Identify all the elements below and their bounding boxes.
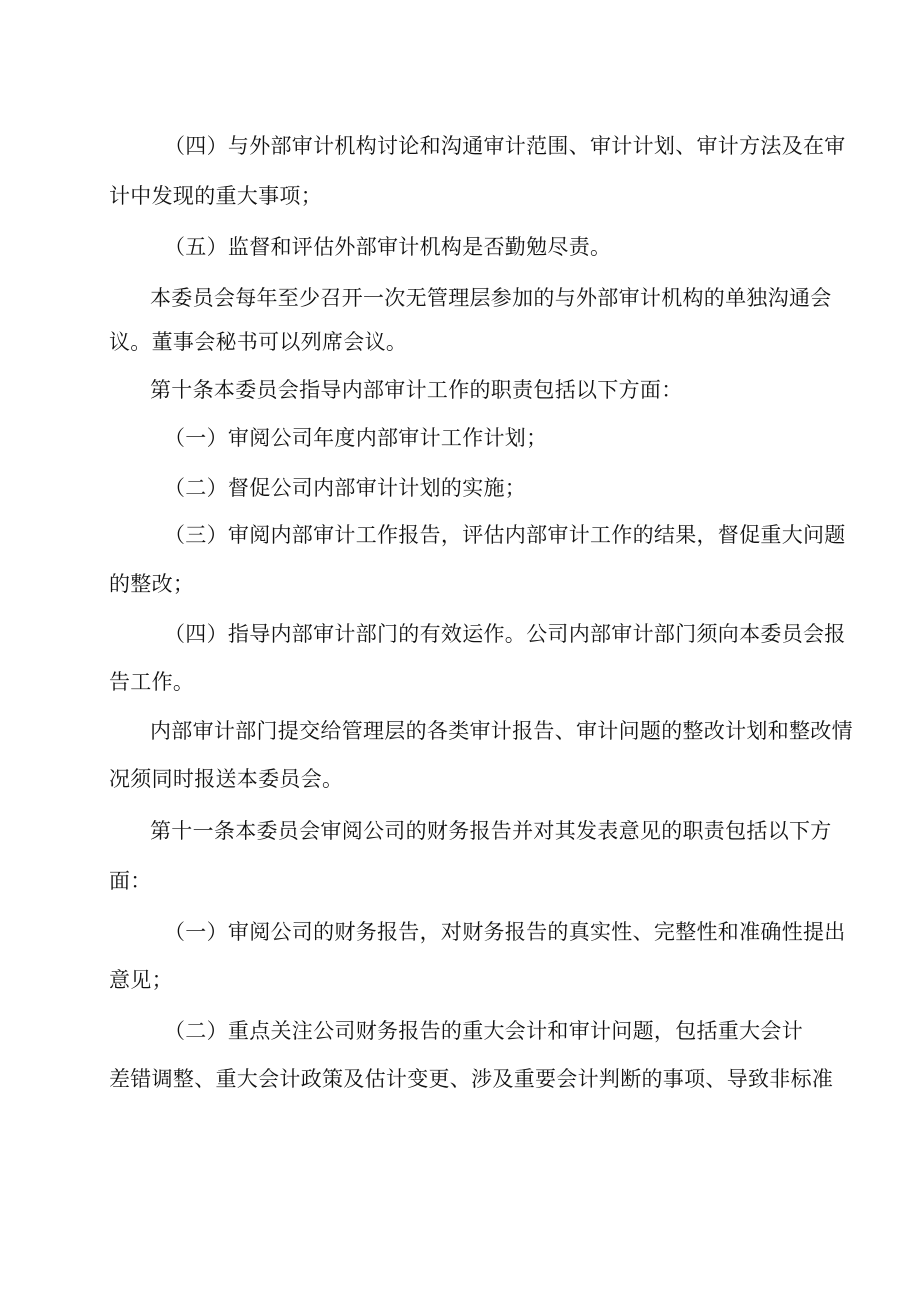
paragraph-8-line-1: （四）指导内部审计部门的有效运作。公司内部审计部门须向本委员会报 bbox=[164, 622, 846, 646]
paragraph-7-line-1: （三）审阅内部审计工作报告，评估内部审计工作的结果，督促重大问题 bbox=[164, 523, 846, 547]
paragraph-9-line-1: 内部审计部门提交给管理层的各类审计报告、审计问题的整改计划和整改情 bbox=[150, 719, 853, 743]
paragraph-12-line-2: 差错调整、重大会计政策及估计变更、涉及重要会计判断的事项、导致非标准 bbox=[109, 1067, 834, 1091]
paragraph-9-line-2: 况须同时报送本委员会。 bbox=[109, 767, 344, 791]
paragraph-10-line-2: 面： bbox=[109, 869, 152, 893]
paragraph-4-line-1: 第十条本委员会指导内部审计工作的职责包括以下方面： bbox=[150, 378, 683, 402]
paragraph-8-line-2: 告工作。 bbox=[109, 670, 195, 694]
paragraph-11-line-2: 意见； bbox=[109, 968, 173, 992]
paragraph-3-line-2: 议。董事会秘书可以列席会议。 bbox=[109, 330, 408, 354]
paragraph-3-line-1: 本委员会每年至少召开一次无管理层参加的与外部审计机构的单独沟通会 bbox=[150, 286, 832, 310]
paragraph-11-line-1: （一）审阅公司的财务报告，对财务报告的真实性、完整性和准确性提出 bbox=[164, 920, 846, 944]
paragraph-1-line-1: （四）与外部审计机构讨论和沟通审计范围、审计计划、审计方法及在审 bbox=[164, 134, 846, 158]
paragraph-7-line-2: 的整改； bbox=[109, 572, 195, 596]
paragraph-6-line-1: （二）督促公司内部审计计划的实施； bbox=[164, 476, 527, 500]
paragraph-12-line-1: （二）重点关注公司财务报告的重大会计和审计问题，包括重大会计 bbox=[164, 1019, 803, 1043]
paragraph-5-line-1: （一）审阅公司年度内部审计工作计划； bbox=[164, 426, 548, 450]
paragraph-10-line-1: 第十一条本委员会审阅公司的财务报告并对其发表意见的职责包括以下方 bbox=[150, 819, 832, 843]
paragraph-1-line-2: 计中发现的重大事项； bbox=[109, 184, 322, 208]
paragraph-2-line-1: （五）监督和评估外部审计机构是否勤勉尽责。 bbox=[164, 235, 612, 259]
